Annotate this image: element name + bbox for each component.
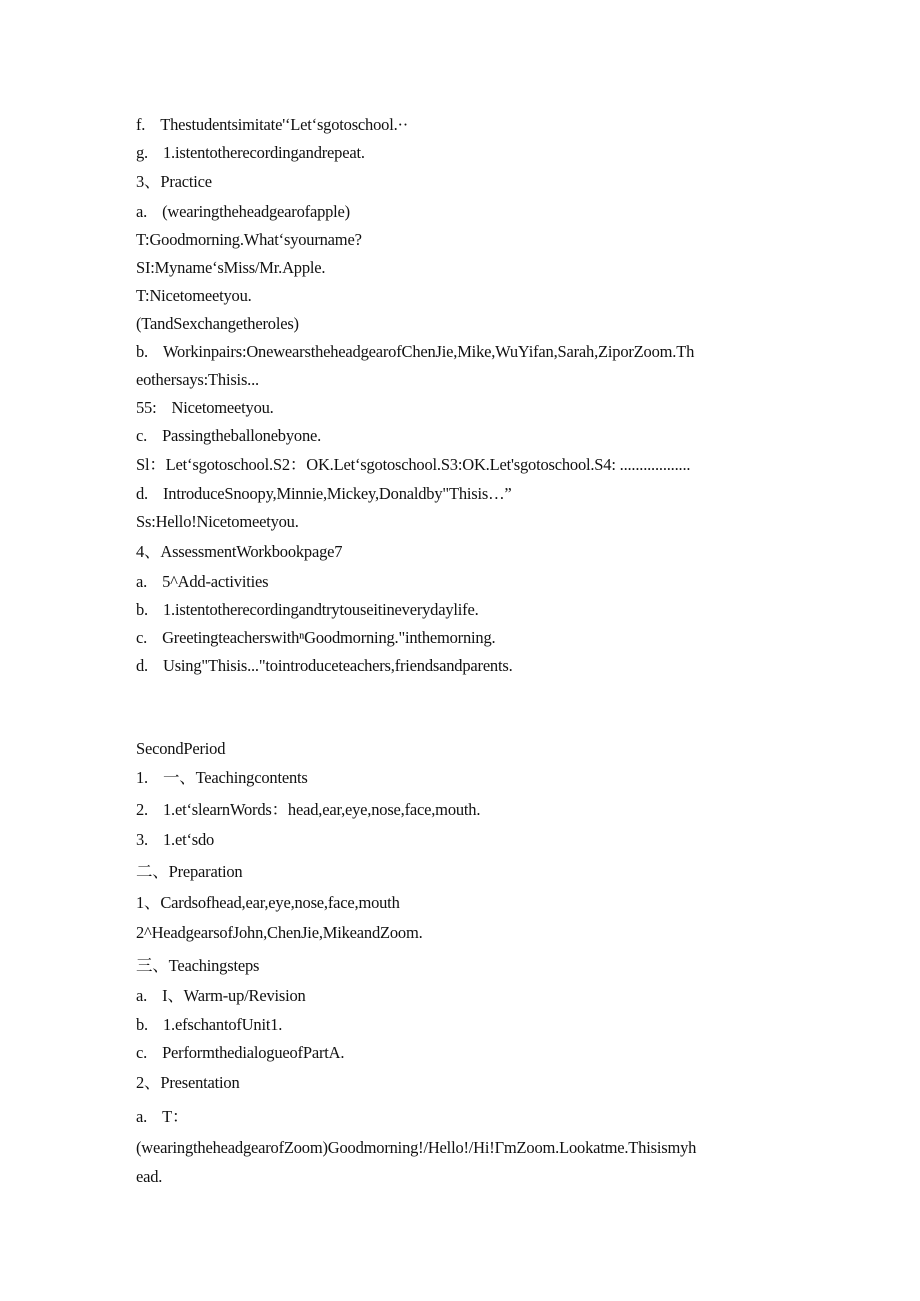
line-label: 55: xyxy=(136,398,157,417)
line-text: 二、Preparation xyxy=(136,862,243,881)
line-text: Sl：Letʻsgotoschool.S2：OK.Letʻsgotoschool.S3:OK.Let'sgotoschool.S4: .................. xyxy=(136,455,691,474)
line-33 xyxy=(136,1107,188,1127)
line-29 xyxy=(136,986,306,1006)
line-text: SI:MynameʻsMiss/Mr.Apple. xyxy=(136,258,326,277)
line-label: a. xyxy=(136,1107,148,1126)
line-label: c. xyxy=(136,1043,148,1062)
line-text: (TandSexchangetheroles) xyxy=(136,314,299,333)
line-text: T:Nicetomeetyou. xyxy=(136,286,252,305)
line-9 xyxy=(136,342,694,362)
line-7 xyxy=(136,286,252,306)
line-26 xyxy=(136,893,400,913)
line-label: d. xyxy=(136,656,148,675)
line-3 xyxy=(136,172,212,192)
line-label: a. xyxy=(136,986,148,1005)
line-label: 3. xyxy=(136,830,148,849)
line-text: 2^HeadgearsofJohn,ChenJie,MikeandZoom. xyxy=(136,923,423,942)
line-32 xyxy=(136,1073,240,1093)
line-17 xyxy=(136,572,268,592)
line-14 xyxy=(136,484,512,504)
line-text: Workinpairs:OnewearstheheadgearofChenJie,Mike,WuYifan,Sarah,ZiporZoom.Th xyxy=(162,342,695,361)
line-text: (wearingtheheadgearofapple) xyxy=(162,202,350,221)
line-text: 1.efschantofUnit1. xyxy=(162,1015,283,1034)
line-text: GreetingteacherswithⁿGoodmorning."inthemorning. xyxy=(162,628,496,647)
line-label: a. xyxy=(136,572,148,591)
line-11 xyxy=(136,398,274,418)
line-text: I、Warm-up/Revision xyxy=(162,986,306,1005)
line-text: 1.etʻslearnWords：head,ear,eye,nose,face,mouth. xyxy=(162,800,481,819)
line-35 xyxy=(136,1167,162,1187)
line-text: Ss:Hello!Nicetomeetyou. xyxy=(136,512,299,531)
line-text: ead. xyxy=(136,1167,163,1186)
line-22 xyxy=(136,768,308,788)
line-text: Nicetomeetyou. xyxy=(171,398,274,417)
line-label: b. xyxy=(136,600,148,619)
line-label: f. xyxy=(136,115,146,134)
line-28 xyxy=(136,956,259,976)
line-2 xyxy=(136,143,365,163)
line-30 xyxy=(136,1015,282,1035)
line-24 xyxy=(136,830,214,850)
line-text: T： xyxy=(162,1107,189,1126)
line-16 xyxy=(136,542,342,562)
line-text: Thestudentsimitate'ʻLetʻsgotoschool.·· xyxy=(160,115,409,134)
line-text: 1.istentotherecordingandrepeat. xyxy=(162,143,365,162)
line-text: 1、Cardsofhead,ear,eye,nose,face,mouth xyxy=(136,893,400,912)
line-27 xyxy=(136,923,423,943)
line-text: T:Goodmorning.Whatʻsyourname? xyxy=(136,230,362,249)
line-4 xyxy=(136,202,350,222)
line-18 xyxy=(136,600,479,620)
line-label: a. xyxy=(136,202,148,221)
line-text: 3、Practice xyxy=(136,172,212,191)
line-label: b. xyxy=(136,1015,148,1034)
line-label: b. xyxy=(136,342,148,361)
line-label: 1. xyxy=(136,768,148,787)
line-text: PerformthedialogueofPartA. xyxy=(162,1043,345,1062)
line-15 xyxy=(136,512,299,532)
line-label: 2. xyxy=(136,800,148,819)
line-6 xyxy=(136,258,325,278)
section-heading-second-period xyxy=(136,739,225,759)
line-text: (wearingtheheadgearofZoom)Goodmorning!/Hello!/Hi!ΓmZoom.Lookatme.Thisismyh xyxy=(136,1138,697,1157)
line-text: IntroduceSnoopy,Minnie,Mickey,Donaldby"Thisis…” xyxy=(162,484,512,503)
line-text: Passingtheballonebyone. xyxy=(162,426,322,445)
line-5 xyxy=(136,230,362,250)
line-label: g. xyxy=(136,143,148,162)
line-label: c. xyxy=(136,426,148,445)
line-12 xyxy=(136,426,321,446)
line-8 xyxy=(136,314,299,334)
line-label: c. xyxy=(136,628,148,647)
line-text: 5^Add-activities xyxy=(162,572,269,591)
line-31 xyxy=(136,1043,344,1063)
line-text: SecondPeriod xyxy=(136,739,226,758)
line-19 xyxy=(136,628,495,648)
line-text: 4、AssessmentWorkbookpage7 xyxy=(136,542,343,561)
line-10 xyxy=(136,370,259,390)
line-text: eothersays:Thisis... xyxy=(136,370,259,389)
line-23 xyxy=(136,800,480,820)
line-text: Using"Thisis..."tointroduceteachers,friendsandparents. xyxy=(162,656,513,675)
line-25 xyxy=(136,862,242,882)
line-34 xyxy=(136,1138,696,1158)
line-1 xyxy=(136,115,408,135)
line-text: 三、Teachingsteps xyxy=(136,956,260,975)
line-13 xyxy=(136,455,690,475)
line-text: 1.etʻsdo xyxy=(162,830,215,849)
line-20 xyxy=(136,656,513,676)
line-label: d. xyxy=(136,484,148,503)
line-text: 2、Presentation xyxy=(136,1073,240,1092)
line-text: 一、Teachingcontents xyxy=(162,768,308,787)
line-text: 1.istentotherecordingandtrytouseitineverydaylife. xyxy=(162,600,479,619)
